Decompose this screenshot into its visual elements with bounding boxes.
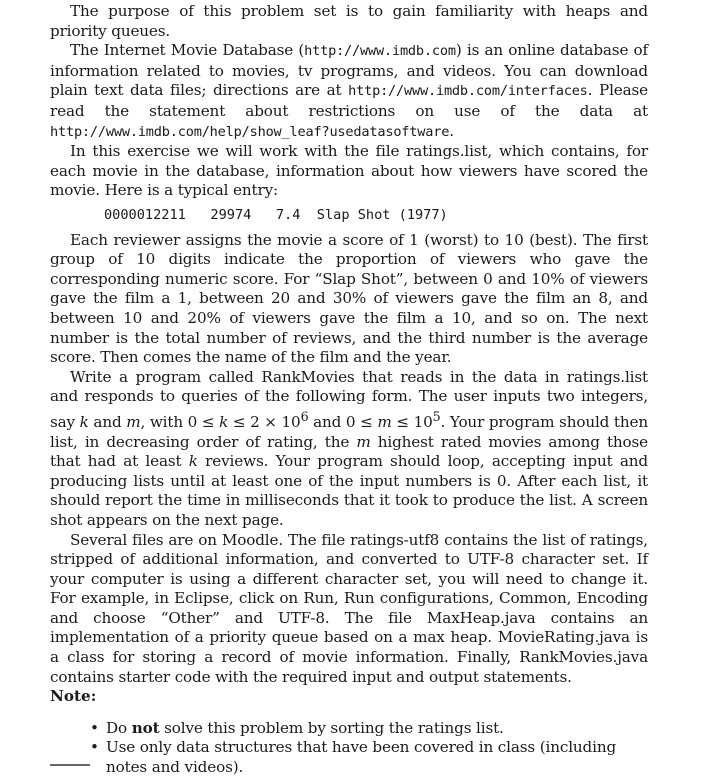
var-m: m (377, 412, 392, 431)
note-1-bold: not (131, 718, 160, 737)
var-k: k (79, 412, 89, 431)
sample-entry: 0000012211 29974 7.4 Slap Shot (1977) (104, 206, 448, 223)
paragraph-ratings-list: In this exercise we will work with the file ratings.list, which contains, for each movie in the database, information about how viewers have scored the movie. Here is a typical entry: (50, 142, 648, 200)
program-text-3: , with 0 ≤ (140, 412, 220, 431)
paragraph-intro: The purpose of this problem set is to gain familiarity with heaps and priority queues. (50, 2, 648, 40)
program-text-5: and 0 ≤ (308, 412, 378, 431)
paragraph-scoring: Each reviewer assigns the movie a score of 1 (worst) to 10 (best). The first group of 10 digits indicate the proportion of viewers who gave the corresponding numeric score. For “Slap Shot”, between 0 and 10% of viewers gave the film a 1, between 20 and 30% of viewers gave the film an 8, and between 10 and 20% of viewers gave the film a 10, and so on. The next number is the total number of reviews, and the third number is the average score. Then comes the name of the film and the year. (50, 230, 648, 367)
program-text-8: highest rated movies among those that had at least (50, 432, 649, 471)
note-list (50, 719, 648, 778)
program-text-9: reviews. Your program should loop, accepting input and producing lists until at least one of the input numbers is 0. After each list, it should report the time in milliseconds that it took to produce the list. A screen shot appears on the next page. (50, 452, 648, 529)
var-k: k (188, 452, 198, 471)
var-k: k (219, 412, 229, 431)
imdb-interfaces-url: http://www.imdb.com/interfaces (348, 83, 588, 100)
program-text-4: ≤ 2 × 10 (228, 412, 301, 431)
imdb-url: http://www.imdb.com (304, 43, 456, 60)
paragraph-program (50, 368, 648, 531)
note-1-text-pre: Do (106, 718, 132, 737)
exponent-5: 5 (432, 408, 441, 424)
program-text-2: and (88, 412, 127, 431)
list-item (90, 718, 648, 739)
imdb-text-4: . (449, 121, 454, 140)
var-m: m (356, 432, 371, 451)
note-2-text: Use only data structures that have been covered in class (including notes and videos). (106, 738, 617, 777)
bullet-icon: • (90, 718, 99, 737)
var-m: m (126, 412, 141, 431)
imdb-help-url: http://www.imdb.com/help/show_leaf?usedatasoftware (50, 123, 450, 140)
imdb-text-2: ) is an online database of information related to movies, tv programs, and videos. You can download plain text data files; directions are at (50, 41, 649, 100)
list-item (90, 738, 648, 777)
program-text-7: . Your program should then list, in decreasing order of rating, the (50, 412, 648, 451)
exponent-6: 6 (300, 408, 309, 424)
imdb-text-1: The Internet Movie Database ( (70, 41, 305, 60)
paragraph-imdb (50, 41, 648, 142)
imdb-text-3: . Please read the statement about restrictions on use of the data at (50, 81, 649, 120)
document-page (50, 2, 648, 778)
program-text-6: ≤ 10 (391, 412, 433, 431)
note-heading: Note: (50, 687, 97, 706)
cut-off-line-fragment (50, 764, 90, 766)
program-text-1: Write a program called RankMovies that reads in the data in ratings.list and responds to queries of the following form. The user inputs two integers, say (50, 367, 648, 431)
paragraph-files: Several files are on Moodle. The file ratings-utf8 contains the list of ratings, stripped of additional information, and converted to UTF-8 character set. If your computer is using a different character set, you will need to change it. For example, in Eclipse, click on Run, Run configurations, Common, Encoding and choose “Other” and UTF-8. The file MaxHeap.java contains an implementation of a priority queue based on a max heap. MovieRating.java is a class for storing a record of movie information. Finally, RankMovies.java contains starter code with the required input and output statements. (50, 530, 648, 686)
note-1-text-post: solve this problem by sorting the ratings list. (159, 718, 504, 737)
bullet-icon: • (90, 738, 99, 757)
